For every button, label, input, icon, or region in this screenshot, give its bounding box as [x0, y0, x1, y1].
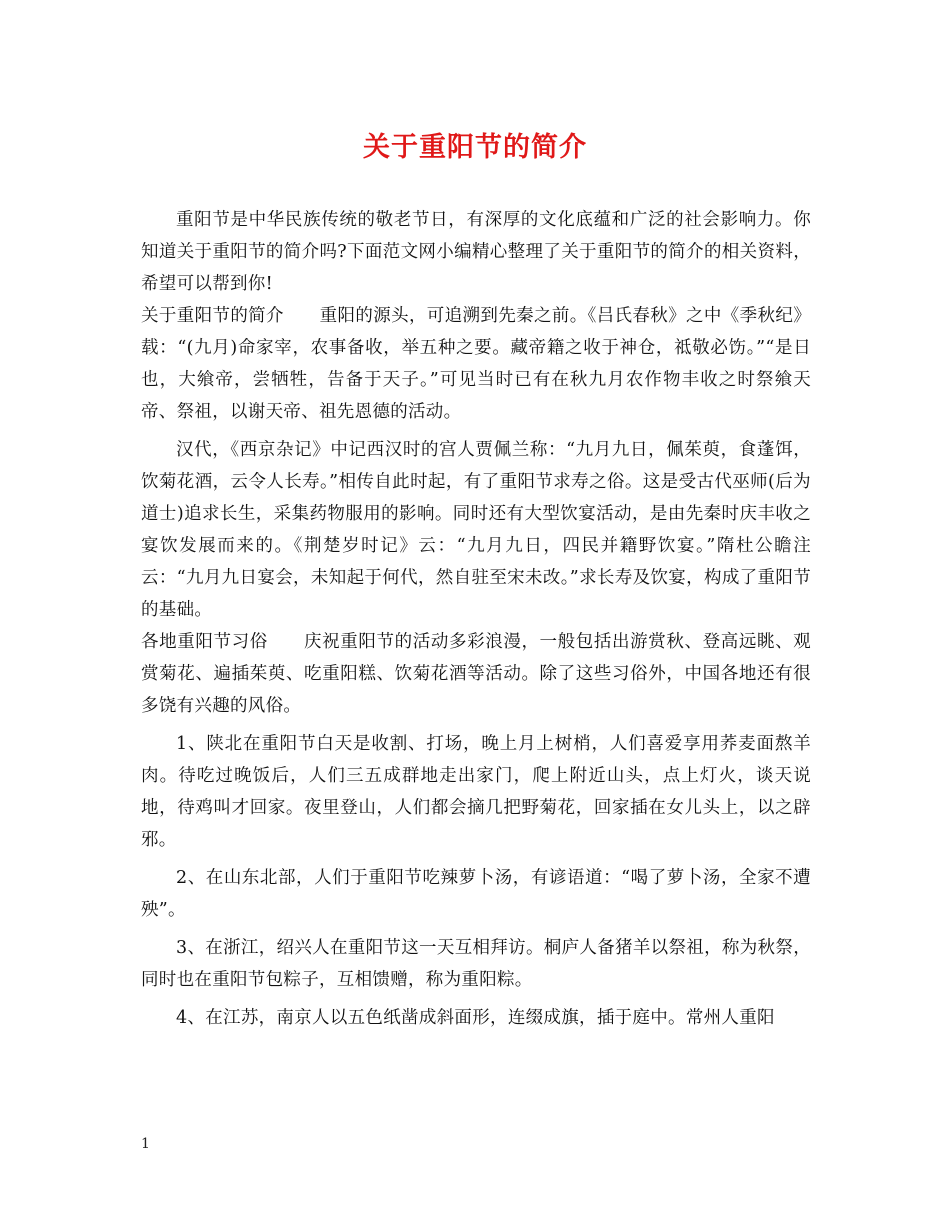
paragraph-intro: 重阳节是中华民族传统的敬老节日，有深厚的文化底蕴和广泛的社会影响力。你知道关于重阳节的简介吗?下面范文网小编精心整理了关于重阳节的简介的相关资料，希望可以帮到你!: [141, 210, 811, 294]
paragraph-shandong: 2、在山东北部，人们于重阳节吃辣萝卜汤，有谚语道：“喝了萝卜汤，全家不遭殃”。: [141, 868, 811, 920]
document-body: [141, 204, 811, 1034]
paragraph-origin: 关于重阳节的简介 重阳的源头，可追溯到先秦之前。《吕氏春秋》之中《季秋纪》载：“(九月)命家宰，农事备收，举五种之要。藏帝籍之收于神仓，祗敬必饬。”“是日也，大飨帝，尝牺牲，告备于天子。”可见当时已有在秋九月农作物丰收之时祭飨天帝、祭祖，以谢天帝、祖先恩德的活动。: [141, 306, 811, 422]
page-number: 1: [141, 1136, 150, 1152]
document-title: 关于重阳节的简介: [363, 132, 587, 163]
paragraph-jiangsu: 4、在江苏，南京人以五色纸凿成斜面形，连缀成旗，插于庭中。常州人重阳: [176, 1008, 775, 1028]
paragraph-zhejiang: 3、在浙江，绍兴人在重阳节这一天互相拜访。桐庐人备猪羊以祭祖，称为秋祭，同时也在重阳节包粽子，互相馈赠，称为重阳粽。: [141, 938, 811, 990]
paragraph-customs: 各地重阳节习俗 庆祝重阳节的活动多彩浪漫，一般包括出游赏秋、登高远眺、观赏菊花、遍插茱萸、吃重阳糕、饮菊花酒等活动。除了这些习俗外，中国各地还有很多饶有兴趣的风俗。: [141, 632, 811, 716]
paragraph-shaanbei: 1、陕北在重阳节白天是收割、打场，晚上月上树梢，人们喜爱享用荞麦面熬羊肉。待吃过晚饭后，人们三五成群地走出家门，爬上附近山头，点上灯火，谈天说地，待鸡叫才回家。夜里登山，人们都会摘几把野菊花，回家插在女儿头上，以之辟邪。: [141, 734, 811, 850]
paragraph-han-dynasty: 汉代，《西京杂记》中记西汉时的宫人贾佩兰称：“九月九日，佩茱萸，食蓬饵，饮菊花酒，云令人长寿。”相传自此时起，有了重阳节求寿之俗。这是受古代巫师(后为道士)追求长生，采集药物服用的影响。同时还有大型饮宴活动，是由先秦时庆丰收之宴饮发展而来的。《荆楚岁时记》云：“九月九日，四民并籍野饮宴。”隋杜公瞻注云：“九月九日宴会，未知起于何代，然自驻至宋未改。”求长寿及饮宴，构成了重阳节的基础。: [141, 440, 811, 620]
